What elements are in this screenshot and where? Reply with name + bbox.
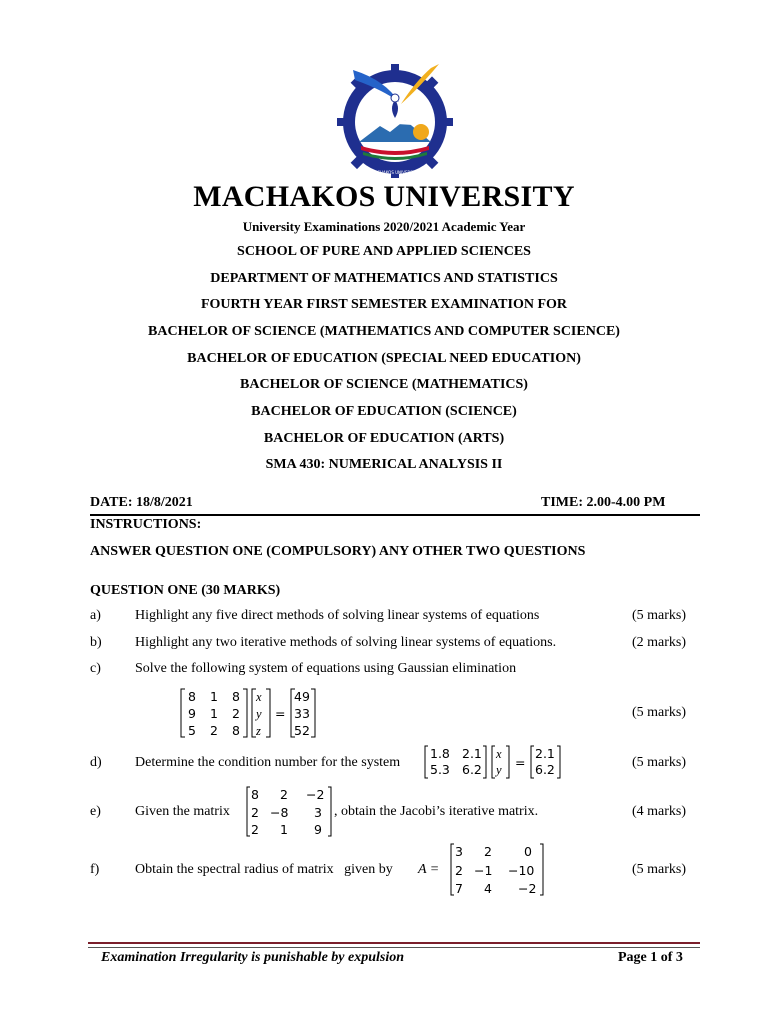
program-5: BACHELOR OF EDUCATION (ARTS): [263, 431, 505, 446]
svg-text:3: 3: [455, 844, 463, 859]
svg-text:1.8: 1.8: [430, 746, 450, 761]
part-e-label: e): [90, 804, 101, 819]
part-c-text: Solve the following system of equations using Gaussian elimination: [135, 661, 517, 676]
exam-date: DATE: 18/8/2021: [90, 495, 193, 510]
part-a-text: Highlight any five direct methods of solving linear systems of equations: [135, 608, 540, 623]
svg-text:x: x: [496, 747, 502, 761]
footer-notice: Examination Irregularity is punishable by expulsion: [101, 950, 405, 965]
svg-text:4: 4: [484, 881, 492, 896]
part-e-text-after: , obtain the Jacobi’s iterative matrix.: [334, 804, 539, 819]
part-d-marks: (5 marks): [632, 755, 687, 770]
matrix-f-var: A =: [418, 862, 440, 877]
svg-text:8: 8: [232, 689, 240, 704]
svg-text:=: =: [515, 755, 526, 770]
svg-text:8: 8: [232, 723, 240, 738]
part-b-marks: (2 marks): [632, 635, 687, 650]
svg-text:2: 2: [484, 844, 492, 859]
footer-rule-thin: [88, 947, 700, 948]
svg-text:−8: −8: [270, 805, 289, 820]
program-2: BACHELOR OF EDUCATION (SPECIAL NEED EDUCATION): [187, 351, 581, 366]
matrix-f: [450, 843, 550, 902]
part-e-text: Given the matrix: [135, 804, 230, 819]
svg-text:2: 2: [232, 706, 240, 721]
svg-text:1: 1: [210, 689, 218, 704]
svg-text:2: 2: [280, 787, 288, 802]
exam-time: TIME: 2.00-4.00 PM: [541, 495, 666, 510]
matrix-c: [180, 688, 330, 743]
part-d-text: Determine the condition number for the system: [135, 755, 401, 770]
svg-text:x: x: [256, 690, 262, 704]
department-name: DEPARTMENT OF MATHEMATICS AND STATISTICS: [210, 271, 558, 286]
part-a-label: a): [90, 608, 101, 623]
question-one-title: QUESTION ONE (30 MARKS): [90, 583, 281, 598]
part-b-label: b): [90, 635, 102, 650]
part-c-label: c): [90, 661, 101, 676]
part-f-label: f): [90, 862, 100, 877]
svg-text:2: 2: [251, 805, 259, 820]
university-logo: [335, 60, 455, 180]
svg-text:2: 2: [455, 863, 463, 878]
svg-text:6.2: 6.2: [535, 762, 555, 777]
svg-text:6.2: 6.2: [462, 762, 482, 777]
program-1: BACHELOR OF SCIENCE (MATHEMATICS AND COMPUTER SCIENCE): [148, 324, 620, 339]
svg-text:3: 3: [314, 805, 322, 820]
svg-text:2.1: 2.1: [535, 746, 555, 761]
svg-text:8: 8: [188, 689, 196, 704]
svg-text:5: 5: [188, 723, 196, 738]
footer-rule: [88, 942, 700, 944]
svg-text:y: y: [256, 707, 262, 721]
svg-text:2: 2: [251, 822, 259, 837]
svg-text:52: 52: [294, 723, 310, 738]
course-code: SMA 430: NUMERICAL ANALYSIS II: [265, 457, 503, 472]
svg-text:−2: −2: [518, 881, 537, 896]
svg-text:−10: −10: [508, 863, 535, 878]
part-e-marks: (4 marks): [632, 804, 687, 819]
program-4: BACHELOR OF EDUCATION (SCIENCE): [251, 404, 517, 419]
instructions-text: ANSWER QUESTION ONE (COMPULSORY) ANY OTHER TWO QUESTIONS: [90, 544, 586, 559]
svg-text:5.3: 5.3: [430, 762, 450, 777]
instructions-label: INSTRUCTIONS:: [90, 517, 202, 532]
svg-text:=: =: [275, 706, 286, 721]
part-f-text: Obtain the spectral radius of matrix given by: [135, 862, 393, 877]
svg-text:1: 1: [280, 822, 288, 837]
svg-text:MACHAKOS UNIVERSITY: MACHAKOS UNIVERSITY: [371, 170, 419, 175]
part-f-marks: (5 marks): [632, 862, 687, 877]
page-number: Page 1 of 3: [618, 950, 683, 965]
svg-text:−2: −2: [306, 787, 325, 802]
svg-text:2: 2: [210, 723, 218, 738]
exam-year: University Examinations 2020/2021 Academic Year: [242, 219, 526, 234]
svg-text:8: 8: [251, 787, 259, 802]
svg-text:0: 0: [524, 844, 532, 859]
university-name: MACHAKOS UNIVERSITY: [193, 180, 575, 213]
svg-text:z: z: [256, 724, 261, 738]
part-a-marks: (5 marks): [632, 608, 687, 623]
svg-text:9: 9: [188, 706, 196, 721]
svg-text:y: y: [496, 763, 502, 777]
part-b-text: Highlight any two iterative methods of solving linear systems of equations.: [135, 635, 557, 650]
svg-text:49: 49: [294, 689, 310, 704]
svg-text:1: 1: [210, 706, 218, 721]
school-name: SCHOOL OF PURE AND APPLIED SCIENCES: [237, 244, 531, 259]
exam-for: FOURTH YEAR FIRST SEMESTER EXAMINATION FOR: [200, 297, 568, 312]
matrix-e: [246, 786, 336, 843]
svg-text:−1: −1: [474, 863, 493, 878]
svg-text:9: 9: [314, 822, 322, 837]
program-3: BACHELOR OF SCIENCE (MATHEMATICS): [240, 377, 528, 392]
svg-text:2.1: 2.1: [462, 746, 482, 761]
svg-text:7: 7: [455, 881, 463, 896]
matrix-d: [424, 745, 569, 784]
svg-text:33: 33: [294, 706, 310, 721]
part-c-marks: (5 marks): [632, 705, 687, 720]
divider: [90, 514, 700, 516]
part-d-label: d): [90, 755, 102, 770]
